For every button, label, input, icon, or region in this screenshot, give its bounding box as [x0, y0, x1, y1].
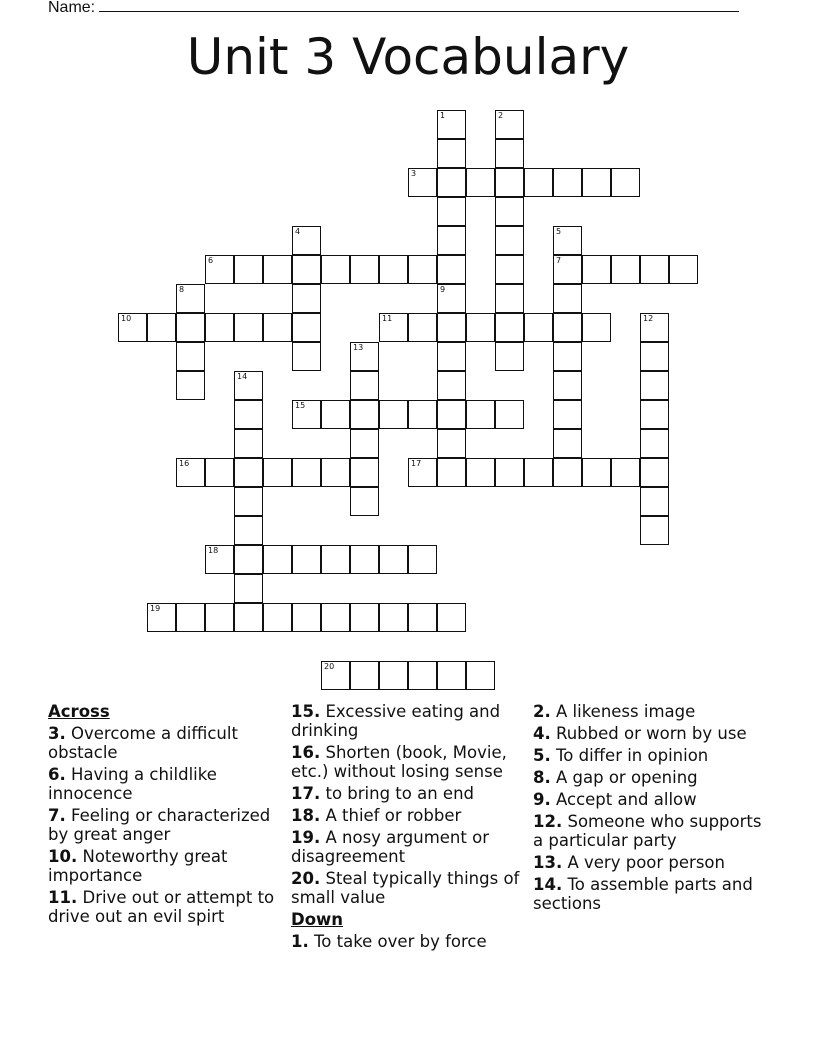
grid-cell[interactable] — [437, 168, 466, 197]
grid-cell[interactable] — [205, 545, 234, 574]
grid-cell[interactable] — [437, 603, 466, 632]
grid-cell[interactable] — [205, 603, 234, 632]
clue-across-17: 17. to bring to an end — [291, 784, 475, 803]
clues-column-3 — [533, 702, 769, 916]
cell-number: 3 — [411, 169, 417, 178]
grid-cell[interactable] — [553, 429, 582, 458]
grid-cell[interactable] — [176, 458, 205, 487]
grid-cell[interactable] — [553, 458, 582, 487]
grid-cell[interactable] — [234, 487, 263, 516]
clue-across-20: 20. Steal typically things of small value — [291, 869, 520, 907]
clue-across-16: 16. Shorten (book, Movie, etc.) without losing sense — [291, 743, 507, 781]
cell-number: 13 — [353, 343, 364, 352]
grid-cell[interactable] — [408, 458, 437, 487]
grid-cell[interactable] — [379, 313, 408, 342]
grid-cell[interactable] — [350, 603, 379, 632]
grid-cell[interactable] — [350, 487, 379, 516]
grid-cell[interactable] — [292, 458, 321, 487]
grid-cell[interactable] — [147, 313, 176, 342]
clue-across-3: 3. Overcome a difficult obstacle — [48, 724, 238, 762]
grid-cell[interactable] — [611, 255, 640, 284]
clue-down-8: 8. A gap or opening — [533, 768, 698, 787]
cell-number: 10 — [121, 314, 132, 323]
grid-cell[interactable] — [205, 255, 234, 284]
grid-cell[interactable] — [408, 545, 437, 574]
grid-cell[interactable] — [350, 545, 379, 574]
clue-across-6: 6. Having a childlike innocence — [48, 765, 217, 803]
grid-cell[interactable] — [611, 458, 640, 487]
grid-cell[interactable] — [408, 255, 437, 284]
across-heading: Across — [48, 702, 110, 721]
grid-cell[interactable] — [495, 197, 524, 226]
grid-cell[interactable] — [640, 487, 669, 516]
grid-cell[interactable] — [553, 313, 582, 342]
grid-cell[interactable] — [495, 139, 524, 168]
clues-column-2 — [291, 702, 527, 954]
grid-cell[interactable] — [263, 603, 292, 632]
grid-cell[interactable] — [350, 371, 379, 400]
grid-cell[interactable] — [466, 168, 495, 197]
grid-cell[interactable] — [292, 342, 321, 371]
cell-number: 18 — [208, 546, 219, 555]
grid-cell[interactable] — [263, 545, 292, 574]
grid-cell[interactable] — [495, 255, 524, 284]
grid-cell[interactable] — [147, 603, 176, 632]
grid-cell[interactable] — [408, 603, 437, 632]
cell-number: 1 — [440, 111, 446, 120]
clues-column-1 — [48, 702, 284, 929]
clue-across-18: 18. A thief or robber — [291, 806, 462, 825]
grid-cell[interactable] — [553, 168, 582, 197]
grid-cell[interactable] — [350, 661, 379, 690]
cell-number: 4 — [295, 227, 301, 236]
grid-cell[interactable] — [292, 313, 321, 342]
cell-number: 5 — [556, 227, 562, 236]
grid-cell[interactable] — [640, 255, 669, 284]
grid-cell[interactable] — [350, 400, 379, 429]
grid-cell[interactable] — [234, 400, 263, 429]
grid-cell[interactable] — [553, 371, 582, 400]
grid-cell[interactable] — [379, 603, 408, 632]
grid-cell[interactable] — [234, 545, 263, 574]
grid-cell[interactable] — [321, 458, 350, 487]
grid-cell[interactable] — [408, 400, 437, 429]
clue-across-11: 11. Drive out or attempt to drive out an evil spirt — [48, 888, 275, 926]
grid-cell[interactable] — [495, 284, 524, 313]
grid-cell[interactable] — [234, 516, 263, 545]
grid-cell[interactable] — [466, 313, 495, 342]
grid-cell[interactable] — [640, 371, 669, 400]
grid-cell[interactable] — [292, 545, 321, 574]
grid-cell[interactable] — [321, 545, 350, 574]
grid-cell[interactable] — [437, 313, 466, 342]
grid-cell[interactable] — [350, 429, 379, 458]
grid-cell[interactable] — [495, 110, 524, 139]
grid-cell[interactable] — [495, 400, 524, 429]
grid-cell[interactable] — [263, 313, 292, 342]
grid-cell[interactable] — [640, 516, 669, 545]
grid-cell[interactable] — [524, 168, 553, 197]
grid-cell[interactable] — [437, 458, 466, 487]
cell-number: 12 — [643, 314, 654, 323]
grid-cell[interactable] — [495, 313, 524, 342]
grid-cell[interactable] — [350, 458, 379, 487]
grid-cell[interactable] — [321, 661, 350, 690]
clue-down-1: 1. To take over by force — [291, 932, 487, 951]
cell-number: 2 — [498, 111, 504, 120]
name-label: Name: — [48, 0, 96, 16]
grid-cell[interactable] — [234, 371, 263, 400]
cell-number: 15 — [295, 401, 306, 410]
grid-cell[interactable] — [437, 661, 466, 690]
clue-down-14: 14. To assemble parts and sections — [533, 875, 753, 913]
grid-cell[interactable] — [466, 400, 495, 429]
cell-number: 11 — [382, 314, 393, 323]
grid-cell[interactable] — [379, 400, 408, 429]
grid-cell[interactable] — [495, 226, 524, 255]
grid-cell[interactable] — [553, 342, 582, 371]
grid-cell[interactable] — [234, 574, 263, 603]
grid-cell[interactable] — [321, 255, 350, 284]
grid-cell[interactable] — [640, 429, 669, 458]
cell-number: 8 — [179, 285, 185, 294]
grid-cell[interactable] — [350, 342, 379, 371]
grid-cell[interactable] — [118, 313, 147, 342]
clue-across-15: 15. Excessive eating and drinking — [291, 702, 501, 740]
clue-across-19: 19. A nosy argument or disagreement — [291, 828, 489, 866]
grid-cell[interactable] — [379, 661, 408, 690]
clue-down-2: 2. A likeness image — [533, 702, 696, 721]
grid-cell[interactable] — [292, 255, 321, 284]
grid-cell[interactable] — [176, 284, 205, 313]
grid-cell[interactable] — [553, 226, 582, 255]
grid-cell[interactable] — [582, 255, 611, 284]
grid-cell[interactable] — [640, 342, 669, 371]
grid-cell[interactable] — [321, 400, 350, 429]
cell-number: 17 — [411, 459, 422, 468]
clue-across-7: 7. Feeling or characterized by great anger — [48, 806, 271, 844]
grid-cell[interactable] — [292, 603, 321, 632]
grid-cell[interactable] — [408, 661, 437, 690]
grid-cell[interactable] — [466, 661, 495, 690]
grid-cell[interactable] — [437, 284, 466, 313]
cell-number: 16 — [179, 459, 190, 468]
grid-cell[interactable] — [408, 168, 437, 197]
clue-down-9: 9. Accept and allow — [533, 790, 697, 809]
grid-cell[interactable] — [553, 284, 582, 313]
grid-cell[interactable] — [234, 429, 263, 458]
grid-cell[interactable] — [176, 371, 205, 400]
clue-down-5: 5. To differ in opinion — [533, 746, 709, 765]
grid-cell[interactable] — [437, 255, 466, 284]
grid-cell[interactable] — [350, 255, 379, 284]
page-title: Unit 3 Vocabulary — [186, 28, 630, 86]
grid-cell[interactable] — [379, 545, 408, 574]
grid-cell[interactable] — [495, 458, 524, 487]
cell-number: 7 — [556, 256, 562, 265]
grid-cell[interactable] — [234, 255, 263, 284]
grid-cell[interactable] — [437, 197, 466, 226]
grid-cell[interactable] — [640, 400, 669, 429]
cell-number: 14 — [237, 372, 248, 381]
grid-cell[interactable] — [640, 458, 669, 487]
grid-cell[interactable] — [321, 603, 350, 632]
grid-cell[interactable] — [524, 313, 553, 342]
grid-cell[interactable] — [263, 255, 292, 284]
grid-cell[interactable] — [437, 226, 466, 255]
grid-cell[interactable] — [437, 139, 466, 168]
clue-down-13: 13. A very poor person — [533, 853, 725, 872]
grid-cell[interactable] — [292, 226, 321, 255]
clue-down-12: 12. Someone who supports a particular party — [533, 812, 762, 850]
grid-cell[interactable] — [495, 168, 524, 197]
grid-cell[interactable] — [263, 458, 292, 487]
grid-cell[interactable] — [553, 400, 582, 429]
grid-cell[interactable] — [669, 255, 698, 284]
grid-cell[interactable] — [205, 458, 234, 487]
grid-cell[interactable] — [437, 371, 466, 400]
grid-cell[interactable] — [640, 313, 669, 342]
grid-cell[interactable] — [524, 458, 553, 487]
grid-cell[interactable] — [495, 342, 524, 371]
grid-cell[interactable] — [292, 400, 321, 429]
grid-cell[interactable] — [582, 168, 611, 197]
grid-cell[interactable] — [408, 313, 437, 342]
grid-cell[interactable] — [582, 458, 611, 487]
grid-cell[interactable] — [437, 400, 466, 429]
grid-cell[interactable] — [234, 313, 263, 342]
clue-down-4: 4. Rubbed or worn by use — [533, 724, 747, 743]
grid-cell[interactable] — [176, 313, 205, 342]
grid-cell[interactable] — [466, 458, 495, 487]
down-heading: Down — [291, 910, 344, 929]
grid-cell[interactable] — [611, 168, 640, 197]
grid-cell[interactable] — [176, 603, 205, 632]
cell-number: 6 — [208, 256, 214, 265]
grid-cell[interactable] — [437, 429, 466, 458]
grid-cell[interactable] — [205, 313, 234, 342]
grid-cell[interactable] — [234, 603, 263, 632]
grid-cell[interactable] — [379, 255, 408, 284]
cell-number: 19 — [150, 604, 161, 613]
grid-cell[interactable] — [437, 342, 466, 371]
grid-cell[interactable] — [553, 255, 582, 284]
grid-cell[interactable] — [437, 110, 466, 139]
grid-cell[interactable] — [292, 284, 321, 313]
grid-cell[interactable] — [176, 342, 205, 371]
cell-number: 20 — [324, 662, 335, 671]
grid-cell[interactable] — [582, 313, 611, 342]
cell-number: 9 — [440, 285, 446, 294]
grid-cell[interactable] — [234, 458, 263, 487]
clue-across-10: 10. Noteworthy great importance — [48, 847, 228, 885]
